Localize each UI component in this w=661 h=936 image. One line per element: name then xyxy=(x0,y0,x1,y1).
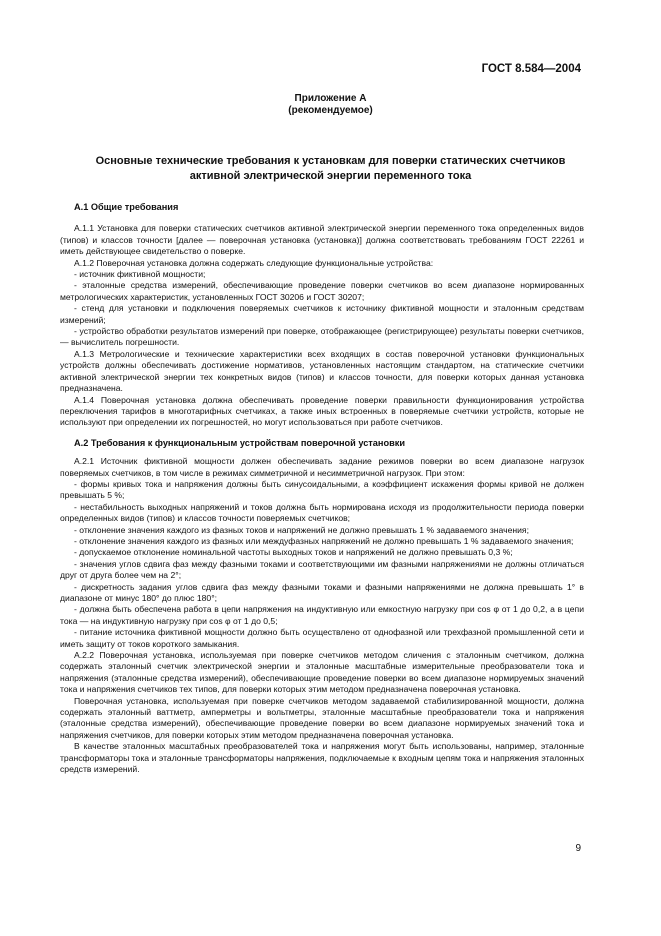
list-item: - источник фиктивной мощности; xyxy=(74,269,206,280)
paragraph: А.1.1 Установка для поверки статических счетчиков активной электрической энергии переменного тока определенных видов (типов) и классов точности [далее — поверочная установка (установка)] должна соответствовать требованиям ГОСТ 22261 и иметь действующее свидетельство о поверке. xyxy=(60,223,584,257)
document-body xyxy=(60,202,584,776)
list-item: - отклонение значения каждого из фазных или междуфазных напряжений не должно превышать 1 % задаваемого значения; xyxy=(74,535,574,546)
list-item: - должна быть обеспечена работа в цепи напряжения на индуктивную или емкостную нагрузку при cos φ от 1 до 0,2, а в цепи тока — на индуктивную нагрузку при cos φ от 1 до 0,5; xyxy=(60,604,584,626)
main-title-line-1: Основные технические требования к установкам для поверки статических счетчиков xyxy=(95,155,566,167)
section-heading-a2: А.2 Требования к функциональным устройствам поверочной установки xyxy=(74,437,405,448)
list-item: - значения углов сдвига фаз между фазными токами и соответствующими им фазными напряжениями не должны отличаться друг от друга более чем на 2°; xyxy=(60,558,584,581)
paragraph: А.2.1 Источник фиктивной мощности должен обеспечивать задание режимов поверки во всем диапазоне нагрузок поверяемых счетчиков, в том числе в режимах симметричной и несимметричной нагрузок. При этом: xyxy=(60,456,584,478)
section-heading-a1: А.1 Общие требования xyxy=(74,202,179,212)
list-item: - допускаемое отклонение номинальной частоты выходных токов и напряжений не должно превышать 0,3 %; xyxy=(74,547,513,558)
appendix-heading xyxy=(0,93,661,117)
list-item: - дискретность задания углов сдвига фаз между фазными токами и фазными напряжениями не должна превышать 1° в диапазоне от минус 180° до плюс 180°; xyxy=(60,581,584,603)
paragraph: В качестве эталонных масштабных преобразователей тока и напряжения могут быть использованы, например, эталонные трансформаторы тока и эталонные трансформаторы напряжения, подключаемые к входным цепям тока и напряжения эталонных средств измерений. xyxy=(60,741,584,775)
list-item: - формы кривых тока и напряжения должны быть синусоидальными, а коэффициент искажения формы кривой не должен превышать 5 %; xyxy=(60,478,584,501)
list-item: - эталонные средства измерений, обеспечивающие проведение поверки счетчиков во всем диапазоне нормированных метрологических характеристик, установленных ГОСТ 30206 и ГОСТ 30207; xyxy=(60,280,584,302)
paragraph: Поверочная установка, используемая при поверке счетчиков методом задаваемой стабилизированной мощности, должна содержать эталонный ваттметр, амперметры и вольтметры, эталонные масштабные преобразователи тока и напряжения (эталонные средства измерений), обеспечивающие проведение поверки во всем диапазоне нормируемых значений тока и напряжения счетчиков, для поверки которых этим методом предназначена поверочная установка. xyxy=(60,695,584,740)
appendix-note: (рекомендуемое) xyxy=(288,105,373,116)
paragraph: А.1.3 Метрологические и технические характеристики всех входящих в состав поверочной установки функциональных устройств должны обеспечивать достижение нормативов, установленных настоящим стандартом, на статические счетчики активной электрической энергии тех конкретных видов (типов) и классов точности, для поверки которых данная установка предназначена. xyxy=(60,348,584,394)
list-item: - отклонение значения каждого из фазных токов и напряжений не должно превышать 1 % задаваемого значения; xyxy=(74,524,529,535)
document-code: ГОСТ 8.584—2004 xyxy=(481,63,581,75)
appendix-label: Приложение А xyxy=(294,93,367,104)
list-item: - устройство обработки результатов измерений при поверке, отображающее (регистрирующее) результаты поверки счетчиков, — вычислитель погрешности. xyxy=(60,326,584,348)
list-item: - стенд для установки и подключения поверяемых счетчиков к источнику фиктивной мощности и эталонным средствам измерений; xyxy=(60,303,584,325)
main-title xyxy=(60,154,601,184)
list-item: - питание источника фиктивной мощности должно быть осуществлено от однофазной или трехфазной промышленной сети и иметь защиту от токов короткого замыкания. xyxy=(60,627,584,649)
paragraph: А.1.2 Поверочная установка должна содержать следующие функциональные устройства: xyxy=(74,257,434,268)
page-number: 9 xyxy=(575,843,581,854)
list-item: - нестабильность выходных напряжений и токов должна быть нормирована исходя из продолжительности периода поверки определенных видов (типов) и классов точности поверяемых счетчиков; xyxy=(60,501,584,524)
section-spacer xyxy=(60,429,584,438)
paragraph: А.1.4 Поверочная установка должна обеспечивать проведение поверки правильности функционирования устройства переключения тарифов в многотарифных счетчиках, а также иных встроенных в поверяемые счетчики устройств, которые не используют при определении их погрешностей, но могут использоваться при работе счетчиков. xyxy=(60,394,584,428)
main-title-line-2: активной электрической энергии переменного тока xyxy=(189,170,472,182)
paragraph: А.2.2 Поверочная установка, используемая при поверке счетчиков методом сличения с эталонным счетчиком, должна содержать эталонный счетчик электрической энергии и эталонные масштабные измерительные преобразователи тока и напряжения (эталонные средства измерений), обеспечивающие проведение поверки во всем диапазоне нормируемых значений тока и напряжения счетчиков тех типов, для поверки которых этим методом предназначена поверочная установка. xyxy=(60,650,584,695)
